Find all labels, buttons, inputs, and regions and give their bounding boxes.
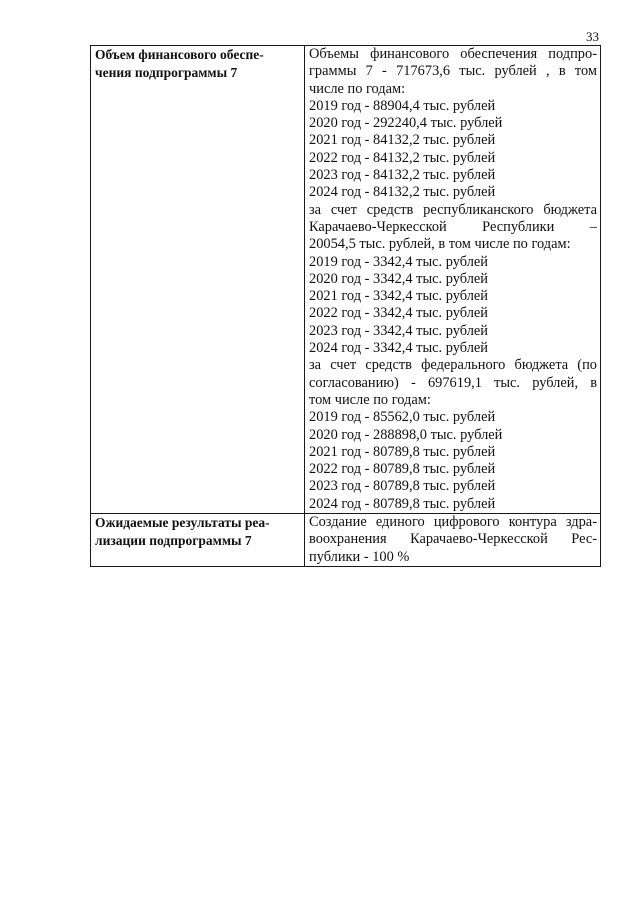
- total-year-line: 2021 год - 84132,2 тыс. рублей: [309, 132, 496, 149]
- regional-intro-line: 20054,5 тыс. рублей, в том числе по годам:: [309, 236, 571, 253]
- regional-intro-line: Карачаево-Черкесской Республики –: [309, 218, 597, 235]
- regional-year-line: 2023 год - 3342,4 тыс. рублей: [309, 322, 488, 339]
- federal-year-line: 2022 год - 80789,8 тыс. рублей: [309, 461, 496, 478]
- results-value-line: публики - 100 %: [309, 548, 410, 565]
- total-year-line: 2024 год - 84132,2 тыс. рублей: [309, 184, 496, 201]
- financing-label-cell: [91, 46, 305, 514]
- federal-intro-line: том числе по годам:: [309, 391, 431, 408]
- financing-intro-line: числе по годам:: [309, 80, 406, 97]
- financing-intro-line: граммы 7 - 717673,6 тыс. рублей , в том: [309, 63, 597, 80]
- results-value-cell: [305, 514, 601, 567]
- regional-intro-line: за счет средств республиканского бюджета: [309, 201, 597, 218]
- federal-year-line: 2023 год - 80789,8 тыс. рублей: [309, 478, 496, 495]
- regional-year-line: 2022 год - 3342,4 тыс. рублей: [309, 305, 488, 322]
- page-number: 33: [586, 29, 599, 44]
- regional-year-line: 2021 год - 3342,4 тыс. рублей: [309, 288, 488, 305]
- results-label-line: Ожидаемые результаты реа-: [95, 515, 270, 531]
- federal-year-line: 2020 год - 288898,0 тыс. рублей: [309, 426, 503, 443]
- financing-value-cell: [305, 46, 601, 514]
- results-value-line: Создание единого цифрового контура здра-: [309, 514, 597, 531]
- regional-year-line: 2020 год - 3342,4 тыс. рублей: [309, 270, 488, 287]
- financing-label-line: Объем финансового обеспе-: [95, 47, 264, 62]
- subprogram-passport-table: [90, 45, 601, 567]
- financing-intro-line: Объемы финансового обеспечения подпро-: [309, 46, 597, 62]
- regional-year-line: 2024 год - 3342,4 тыс. рублей: [309, 340, 488, 357]
- federal-intro-line: за счет средств федерального бюджета (по: [309, 357, 597, 374]
- total-year-line: 2022 год - 84132,2 тыс. рублей: [309, 149, 496, 166]
- federal-intro-line: согласованию) - 697619,1 тыс. рублей, в: [309, 374, 597, 391]
- federal-year-line: 2021 год - 80789,8 тыс. рублей: [309, 443, 496, 460]
- federal-year-line: 2019 год - 85562,0 тыс. рублей: [309, 409, 496, 426]
- federal-year-line: 2024 год - 80789,8 тыс. рублей: [309, 495, 496, 512]
- results-value-line: воохранения Карачаево-Черкесской Рес-: [309, 531, 597, 548]
- total-year-line: 2023 год - 84132,2 тыс. рублей: [309, 167, 496, 184]
- results-label-cell: [91, 514, 305, 567]
- total-year-line: 2020 год - 292240,4 тыс. рублей: [309, 115, 503, 132]
- results-label-line: лизации подпрограммы 7: [95, 532, 252, 548]
- table-row-results: [91, 514, 601, 567]
- total-year-line: 2019 год - 88904,4 тыс. рублей: [309, 97, 496, 114]
- table-row-financing: [91, 46, 601, 514]
- regional-year-line: 2019 год - 3342,4 тыс. рублей: [309, 253, 488, 270]
- financing-label-line: чения подпрограммы 7: [95, 64, 238, 80]
